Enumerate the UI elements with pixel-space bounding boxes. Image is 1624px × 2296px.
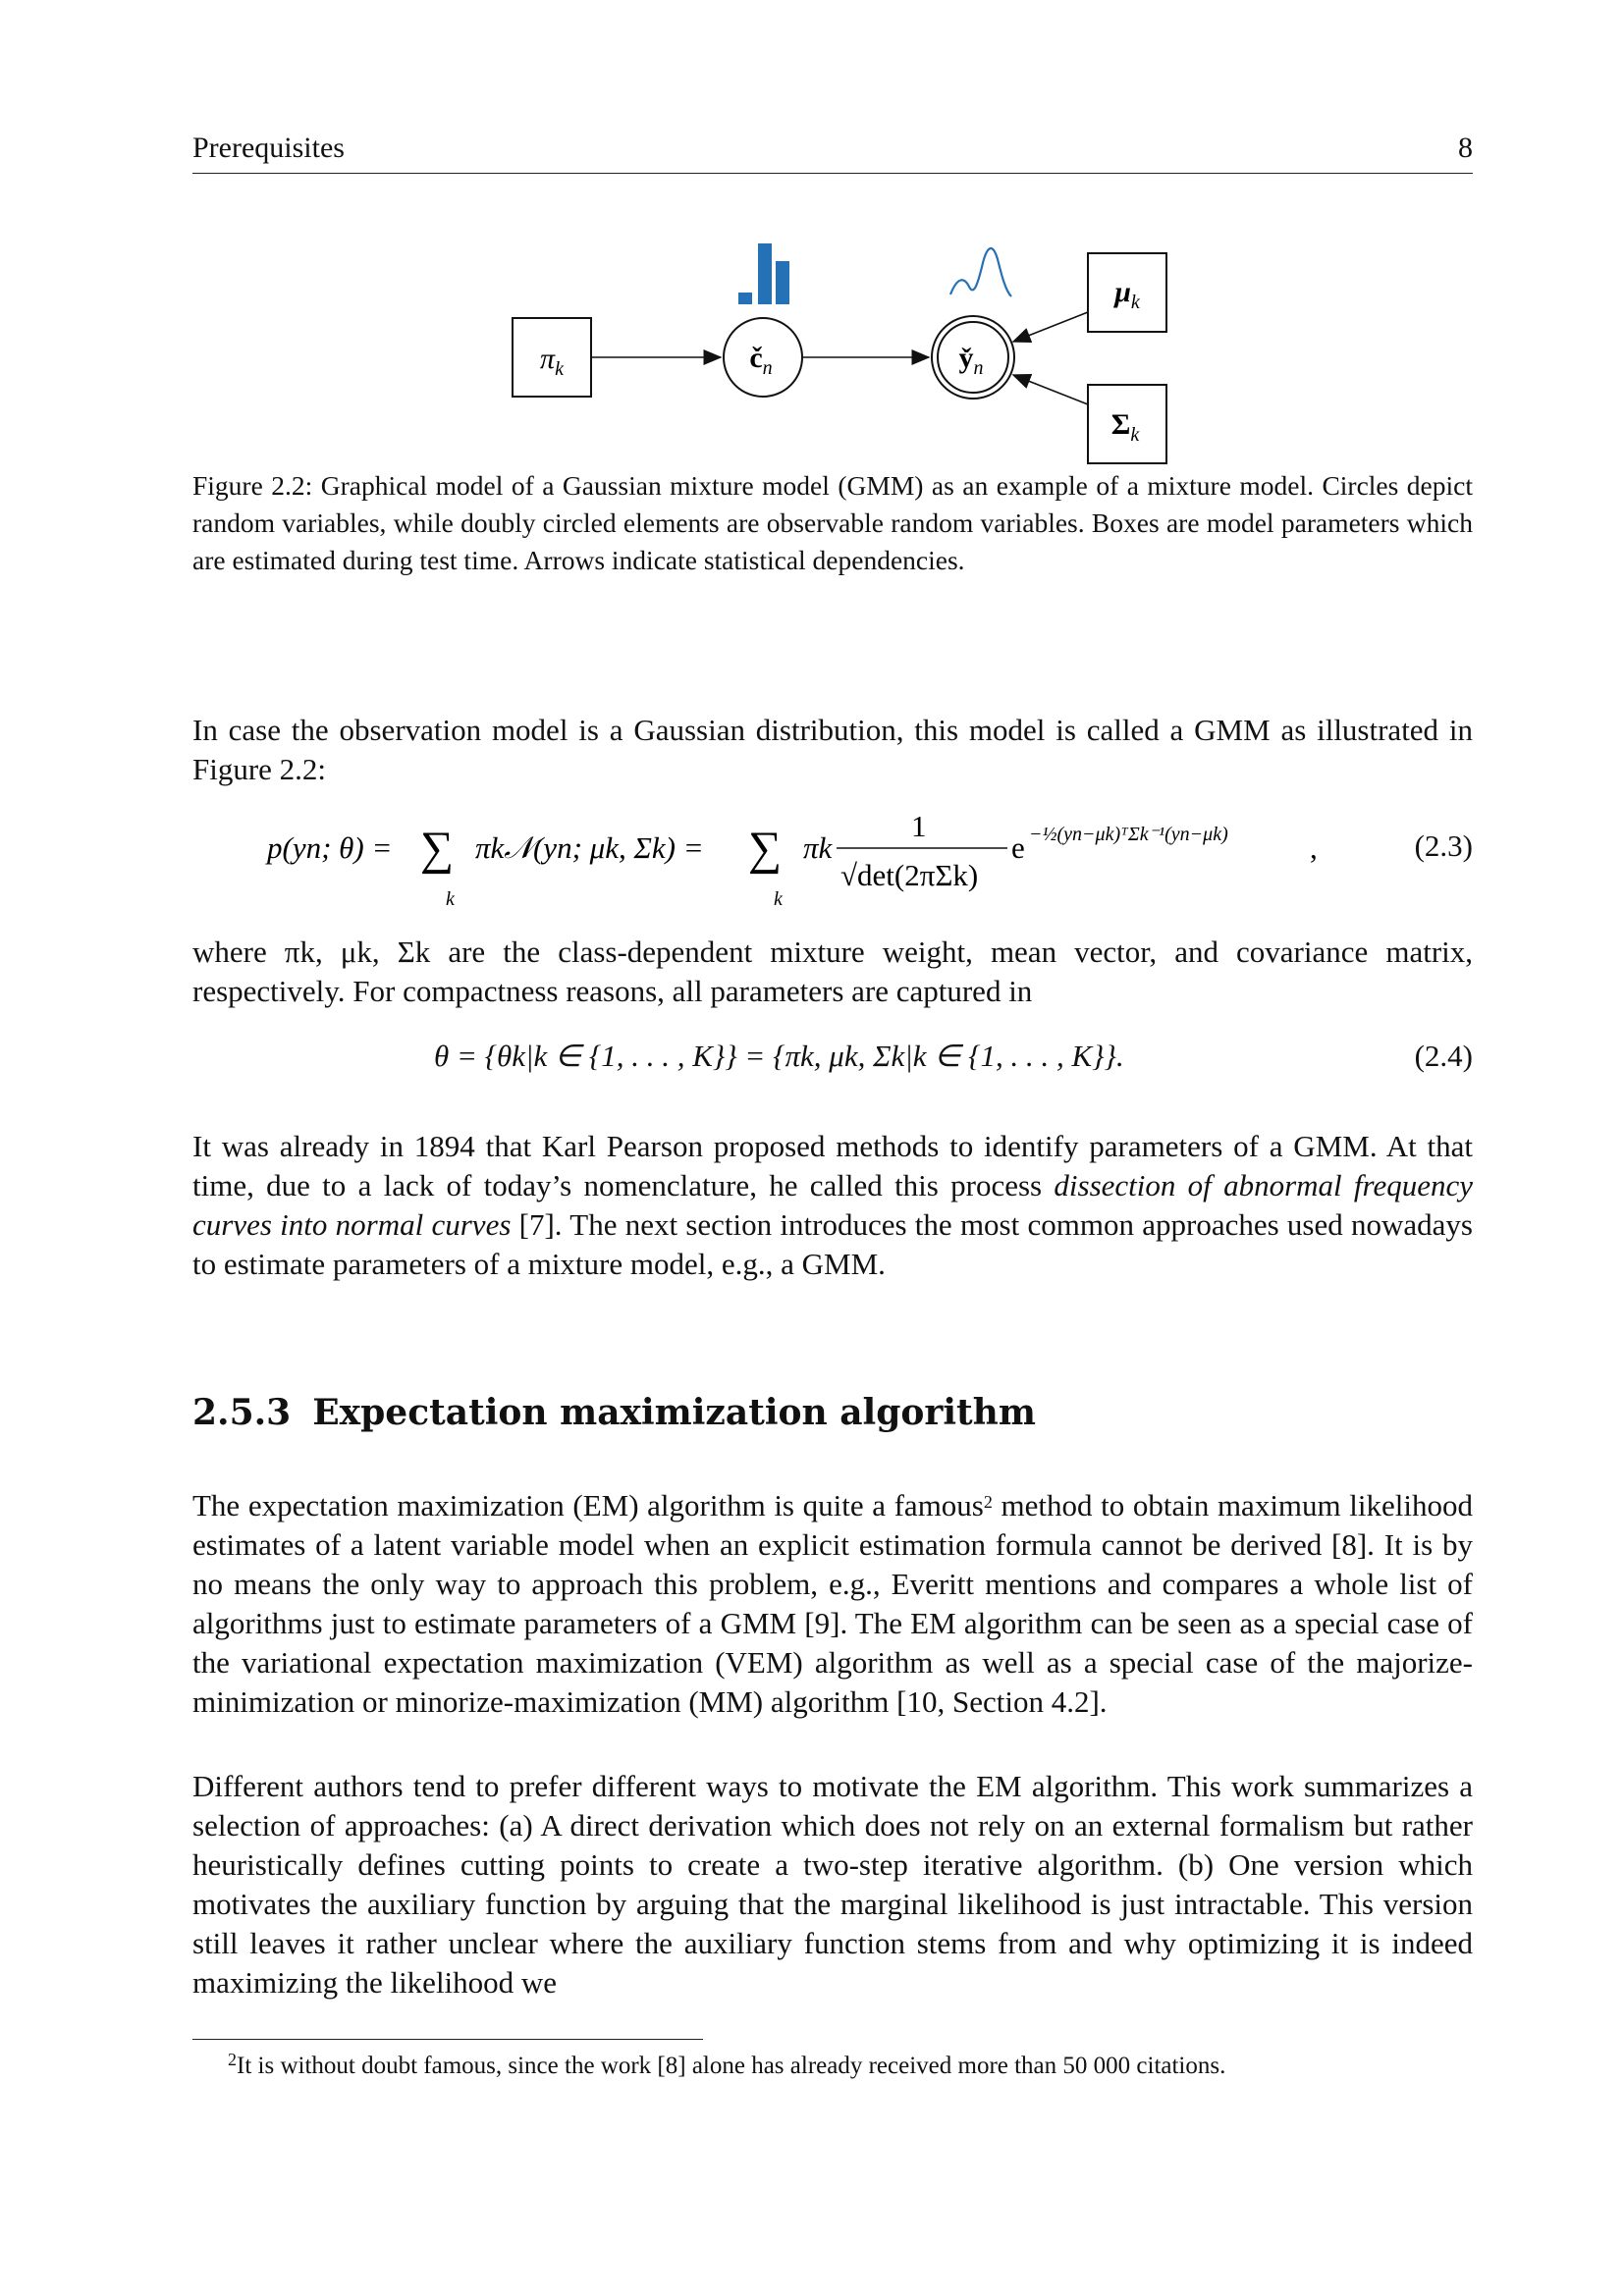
section-number: 2.5.3 (192, 1392, 292, 1433)
eq23-term2: πk (803, 830, 833, 865)
pearson-text-a: It was already in 1894 that Karl Pearson proposed methods to identify parameters of a GMM. At that time, due to a lack of today’s nomenclature, he called this process (192, 1129, 1473, 1202)
figure-caption: Figure 2.2: Graphical model of a Gaussian mixture model (GMM) as an example of a mixture model. Circles depict random variables, while doubly circled elements are observable random variables. Boxes are model parameters which are estimated during test time. Arrows indicate statistical dependencies. (192, 470, 1473, 575)
c-symbol: č (749, 342, 763, 374)
svg-text:μk (1112, 276, 1141, 313)
pearson-text-b: [7]. The next section introduces the most common approaches used nowadays to estimate parameters of a mixture model, e.g., a GMM. (192, 1207, 1473, 1281)
eq23-exp-sup: −½(yn−μk)ᵀΣk⁻¹(yn−μk) (1029, 824, 1228, 845)
y-symbol: y̌ (958, 342, 974, 374)
footnote-text: It is without doubt famous, since the work [8] alone has already received more than 50 000 citations. (237, 2053, 1226, 2079)
c-subscript: n (762, 357, 773, 379)
svg-text:y̌n (959, 342, 984, 379)
categorical-histogram-icon (738, 243, 789, 304)
page-number: 8 (1458, 132, 1473, 164)
equation-number-2-3: (2.3) (1414, 828, 1473, 863)
pi-subscript: k (555, 358, 564, 380)
sigma-symbol: Σ (1110, 408, 1131, 441)
eq23-sum-2: ∑ (748, 823, 783, 875)
paragraph-intro-gmm: In case the observation model is a Gaussian distribution, this model is called a GMM as illustrated in Figure 2.2: (192, 713, 1473, 786)
equation-2-3 (192, 811, 1473, 909)
eq23-frac-den: √det(2πΣk) (840, 858, 979, 892)
footnote (228, 2050, 1225, 2080)
header-title: Prerequisites (192, 132, 345, 164)
edge-mu-to-y (1013, 312, 1088, 342)
section-heading (192, 1392, 1036, 1433)
eq23-sum-1: ∑ (420, 823, 455, 875)
svg-text:čn (749, 342, 772, 379)
equation-number-2-4: (2.4) (1414, 1039, 1473, 1073)
paragraph-parameters: where πk, μk, Σk are the class-dependent mixture weight, mean vector, and covariance matrix, respectively. For compactness reasons, all parameters are captured in (192, 934, 1473, 1008)
eq23-frac-num: 1 (911, 811, 927, 843)
svg-text:Σk (1111, 408, 1141, 446)
equation-2-3-render (192, 811, 1473, 909)
eq24-content: θ = {θk|k ∈ {1, . . . , K}} = {πk, μk, Σk|k ∈ {1, . . . , K}}. (434, 1039, 1124, 1073)
em-intro-text-b: method to obtain maximum likelihood estimates of a latent variable model when an explicit estimation formula cannot be derived [8]. It is by no means the only way to approach this problem, e.g., Everitt mentions and compares a whole list of algorithms just to estimate parameters of a GMM [9]. The EM algorithm can be seen as a special case of the variational expectation maximization (VEM) algorithm as well as a special case of the majorize-minimization or minorize-maximization (MM) algorithm [10, Section 4.2]. (192, 1488, 1473, 1719)
gmm-graphical-model (0, 226, 1624, 471)
footnote-ref[interactable]: 2 (983, 1492, 993, 1512)
eq23-exp-base: e (1011, 830, 1025, 865)
pi-symbol: π (540, 343, 556, 375)
equation-2-4 (192, 1033, 1473, 1092)
pearson-italic-title: dissection of abnormal frequency curves into normal curves (192, 1168, 1473, 1242)
paragraph-pearson (192, 1127, 1473, 1284)
section-title: Expectation maximization algorithm (312, 1392, 1036, 1433)
paragraph-em-intro (192, 1482, 1473, 1722)
y-subscript: n (973, 357, 984, 379)
em-intro-text-a: The expectation maximization (EM) algorithm is quite a famous (192, 1488, 984, 1522)
sigma-subscript: k (1130, 424, 1140, 446)
eq23-term1: πk𝒩(yn; μk, Σk) = (475, 830, 704, 865)
eq23-lhs: p(yn; θ) = (267, 830, 393, 865)
footnote-mark: 2 (228, 2050, 237, 2069)
mu-subscript: k (1130, 292, 1140, 313)
svg-text:πk (540, 343, 565, 380)
paragraph-em-approaches: Different authors tend to prefer different ways to motivate the EM algorithm. This work summarizes a selection of approaches: (a) A direct derivation which does not rely on an external formalism but rather heuristically defines cutting points to create a two-step iterative algorithm. (b) One version which motivates the auxiliary function by arguing that the marginal likelihood is just intractable. This version still leaves it rather unclear where the auxiliary function stems from and why optimizing it is indeed maximizing the likelihood we (192, 1769, 1473, 2000)
gaussian-curve-icon (950, 248, 1011, 296)
running-header (192, 130, 1473, 174)
eq23-tail: , (1310, 830, 1318, 865)
footnote-rule (192, 2039, 703, 2040)
edge-sigma-to-y (1013, 375, 1088, 404)
eq23-sum-sub-1: k (446, 888, 455, 909)
eq23-sum-sub-2: k (774, 888, 783, 909)
mu-symbol: μ (1114, 276, 1131, 308)
